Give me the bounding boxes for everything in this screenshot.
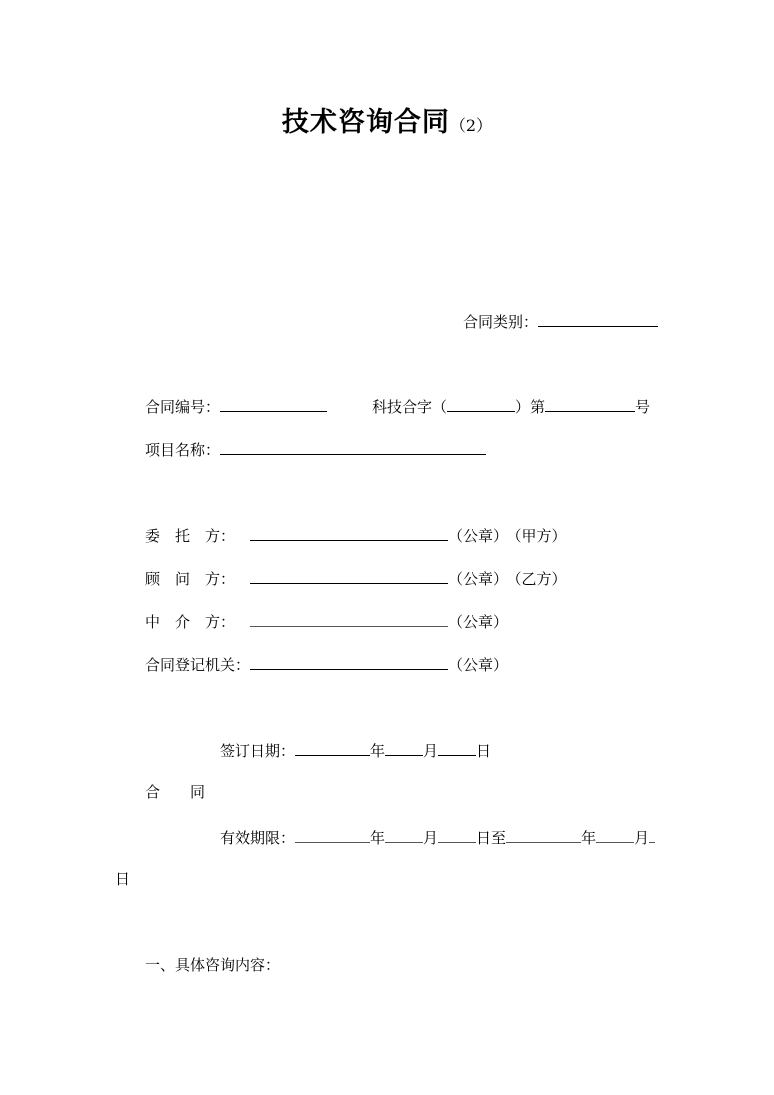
party-field[interactable] — [250, 567, 448, 584]
party-label: 顾 问 方： — [145, 570, 236, 588]
contract-number-line — [145, 395, 327, 417]
document-title — [0, 105, 774, 144]
validity-end-year-field[interactable] — [506, 826, 581, 843]
validity-start-month-field[interactable] — [385, 826, 423, 843]
contract-word: 合 同 — [145, 783, 206, 801]
contract-type-label: 合同类别： — [463, 313, 539, 331]
project-name-label: 项目名称： — [145, 441, 221, 459]
project-name-field[interactable] — [220, 438, 486, 455]
validity-label: 有效期限： — [220, 829, 296, 847]
signing-date-line — [220, 739, 491, 761]
party-role: （乙方） — [514, 570, 567, 588]
title-main: 技术咨询合同 — [281, 107, 450, 138]
tech-year-field[interactable] — [447, 395, 515, 412]
contract-number-field[interactable] — [220, 395, 327, 412]
party-label: 委 托 方： — [145, 527, 236, 545]
tech-serial-field[interactable] — [545, 395, 635, 412]
validity-start-day-field[interactable] — [438, 826, 476, 843]
validity-month-unit: 月 — [423, 829, 439, 847]
validity-line — [220, 826, 655, 848]
party-seal: （公章） — [448, 613, 509, 631]
validity-start-year-field[interactable] — [295, 826, 370, 843]
title-suffix: （2） — [449, 116, 493, 135]
tech-mid: ）第 — [515, 398, 546, 416]
contract-type-field[interactable] — [538, 310, 658, 327]
validity-end-day-field[interactable] — [649, 826, 655, 843]
validity-month2-unit: 月 — [634, 829, 650, 847]
party-row — [145, 567, 567, 589]
contract-number-label: 合同编号： — [145, 398, 221, 416]
tech-suffix: 号 — [635, 398, 651, 416]
party-seal: （公章） — [448, 527, 509, 545]
project-name-line — [145, 438, 486, 460]
party-row — [145, 610, 508, 632]
validity-day-to-unit: 日至 — [476, 829, 507, 847]
signing-month-field[interactable] — [385, 739, 423, 756]
party-label: 中 介 方： — [145, 613, 236, 631]
signing-month-unit: 月 — [423, 742, 439, 760]
party-role: （甲方） — [514, 527, 567, 545]
party-field[interactable] — [250, 610, 448, 627]
section-1-heading: 一、具体咨询内容： — [145, 956, 281, 974]
validity-end-month-field[interactable] — [596, 826, 634, 843]
signing-date-label: 签订日期： — [220, 742, 296, 760]
signing-day-field[interactable] — [438, 739, 476, 756]
party-field[interactable] — [250, 653, 448, 670]
signing-year-unit: 年 — [370, 742, 386, 760]
party-row — [145, 653, 508, 675]
party-seal: （公章） — [448, 570, 509, 588]
signing-year-field[interactable] — [295, 739, 370, 756]
contract-type-line — [463, 310, 658, 332]
validity-year-unit: 年 — [370, 829, 386, 847]
party-row — [145, 524, 567, 546]
validity-day2-unit: 日 — [115, 870, 131, 888]
party-field[interactable] — [250, 524, 448, 541]
tech-number-line — [372, 395, 650, 417]
party-label: 合同登记机关： — [145, 656, 251, 674]
signing-day-unit: 日 — [476, 742, 492, 760]
tech-prefix: 科技合字（ — [372, 398, 448, 416]
party-seal: （公章） — [448, 656, 509, 674]
validity-year2-unit: 年 — [581, 829, 597, 847]
